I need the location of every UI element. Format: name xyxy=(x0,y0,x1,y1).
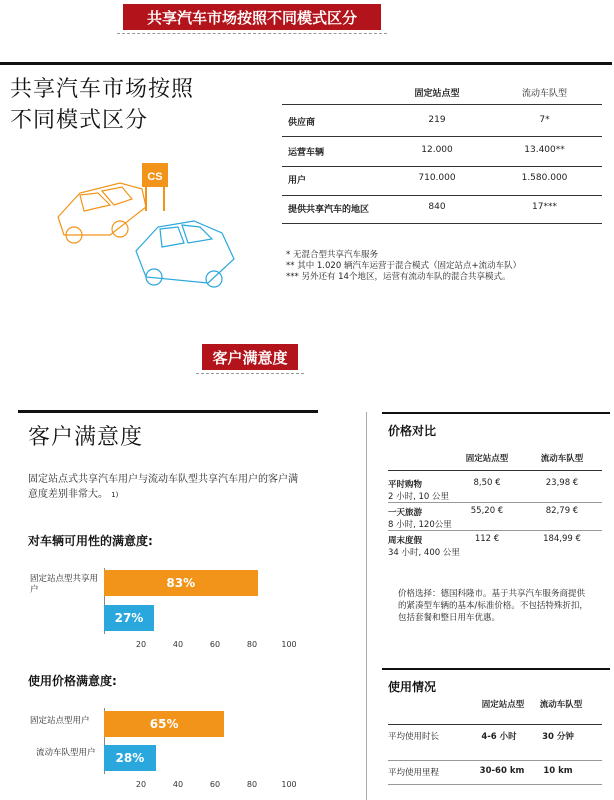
section2-banner-text: 客户满意度 xyxy=(212,348,288,367)
usage-fixed: 4-6 小时 xyxy=(481,732,517,742)
prices-row xyxy=(388,506,602,530)
price-floating: 23,98 € xyxy=(545,478,579,488)
row-value-floating: 1.580.000 xyxy=(521,173,568,183)
market-table-row xyxy=(282,138,602,164)
price-row-detail: 2 小时, 10 公里 xyxy=(388,492,450,502)
section2-intro xyxy=(28,472,300,503)
row-value-fixed: 710.000 xyxy=(418,173,456,183)
usage-row xyxy=(388,766,602,782)
price-fixed: 8,50 € xyxy=(473,478,501,488)
section1-banner xyxy=(123,4,381,30)
price-row-name: 平时购物 xyxy=(388,480,423,490)
price-row-name: 周末度假 xyxy=(388,536,423,546)
section2-title: 客户满意度 xyxy=(28,425,144,450)
section1-title-line1: 共享汽车市场按照 xyxy=(10,77,195,102)
usage-row-label: 平均使用里程 xyxy=(388,768,440,778)
usage-row-divider xyxy=(388,784,602,785)
usage-row-label: 平均使用时长 xyxy=(388,732,440,742)
chart2-bar-floating xyxy=(104,745,156,771)
row-divider xyxy=(282,136,602,137)
section2-left-rule xyxy=(18,410,318,413)
price-row-detail: 34 小时, 400 公里 xyxy=(388,548,460,558)
chart2-tick: 60 xyxy=(209,780,221,789)
prices-row xyxy=(388,534,602,558)
chart2-tick: 100 xyxy=(281,780,297,789)
note-1: * 无混合型共享汽车服务 xyxy=(286,250,378,260)
price-fixed: 112 € xyxy=(474,534,500,544)
blue-car-icon xyxy=(136,221,234,287)
section1-title-line2: 不同模式区分 xyxy=(10,108,149,133)
chart1-tick: 60 xyxy=(209,640,221,649)
prices-col1-header: 固定站点型 xyxy=(465,454,509,464)
market-table-row xyxy=(282,108,602,134)
price-floating: 184,99 € xyxy=(543,534,581,544)
section1-top-rule xyxy=(0,62,612,65)
chart1-tick: 20 xyxy=(135,640,147,649)
chart2-title: 使用价格满意度: xyxy=(28,674,117,688)
row-divider xyxy=(282,223,602,224)
usage-floating: 30 分钟 xyxy=(542,732,574,742)
row-value-floating: 13.400** xyxy=(524,145,565,155)
usage-fixed: 30-60 km xyxy=(479,766,525,776)
row-label: 供应商 xyxy=(288,118,316,128)
section1-banner-text: 共享汽车市场按照不同模式区分 xyxy=(146,8,357,27)
note-3: *** 另外还有 14个地区，运营有流动车队的混合共享模式。 xyxy=(286,272,511,282)
usage-col1-header: 固定站点型 xyxy=(481,700,525,710)
chart1-bar-fixed xyxy=(104,570,258,596)
chart2-bar-fixed xyxy=(104,711,224,737)
cs-sign-text: CS xyxy=(147,171,163,183)
row-label: 运营车辆 xyxy=(288,148,325,158)
section2-banner xyxy=(202,344,298,370)
chart2-bar-floating-label: 28% xyxy=(115,751,145,765)
row-label: 用户 xyxy=(288,176,307,186)
chart1-bar-floating xyxy=(104,605,154,631)
price-floating: 82,79 € xyxy=(545,506,579,516)
market-table-col1-header: 固定站点型 xyxy=(414,89,460,99)
chart2-tick: 40 xyxy=(172,780,184,789)
usage-row xyxy=(388,730,602,758)
row-value-fixed: 840 xyxy=(428,202,446,212)
prices-col2-header: 流动车队型 xyxy=(540,454,584,464)
usage-top-rule xyxy=(382,668,610,670)
orange-car-icon xyxy=(58,183,146,243)
prices-note: 价格选择：德国科隆市。基于共享汽车服务商提供的紧凑型车辆的基本/标准价格。不包括特殊折扣，包括套餐和整日用车优惠。 xyxy=(398,589,588,623)
prices-row-divider xyxy=(388,502,602,503)
usage-col2-header: 流动车队型 xyxy=(539,700,583,710)
chart2-bar-fixed-label: 65% xyxy=(149,717,179,731)
row-value-floating: 17*** xyxy=(532,202,557,212)
price-fixed: 55,20 € xyxy=(470,506,504,516)
note-2: ** 其中 1.020 辆汽车运营于混合模式（固定站点+流动车队） xyxy=(286,261,522,271)
chart2-category-label: 固定站点型用户 xyxy=(30,716,90,726)
market-table-col2-header: 流动车队型 xyxy=(521,89,567,99)
usage-floating: 10 km xyxy=(543,766,573,776)
usage-row-divider xyxy=(388,760,602,761)
chart1-bar-floating-label: 27% xyxy=(114,611,144,625)
row-value-fixed: 219 xyxy=(428,115,446,125)
chart2-tick: 20 xyxy=(135,780,147,789)
chart1-tick: 100 xyxy=(281,640,297,649)
prices-top-rule xyxy=(382,412,610,414)
chart1-tick: 40 xyxy=(172,640,184,649)
chart1-tick: 80 xyxy=(246,640,258,649)
market-table-row xyxy=(282,195,602,221)
row-label: 提供共享汽车的地区 xyxy=(288,205,370,215)
market-table-row xyxy=(282,166,602,192)
price-row-detail: 8 小时, 120公里 xyxy=(388,520,452,530)
prices-header-rule xyxy=(388,470,602,471)
chart1-category-label: 固定站点型共享用户 xyxy=(30,574,99,595)
chart2-category-label: 流动车队型用户 xyxy=(36,748,96,758)
intro-text: 固定站点式共享汽车用户与流动车队型共享汽车用户的客户满意度差别非常大。 xyxy=(28,474,298,500)
chart2-tick: 80 xyxy=(246,780,258,789)
market-table-notes xyxy=(286,250,606,283)
row-value-fixed: 12.000 xyxy=(421,145,453,155)
column-divider xyxy=(366,412,367,800)
price-row-name: 一天旅游 xyxy=(388,508,423,518)
prices-row-divider xyxy=(388,530,602,531)
section1-title xyxy=(10,74,194,136)
usage-header-rule xyxy=(388,724,602,725)
chart1-title: 对车辆可用性的满意度: xyxy=(28,534,153,548)
prices-row xyxy=(388,478,602,502)
usage-title: 使用情况 xyxy=(388,680,437,694)
intro-footnote-mark: 1) xyxy=(111,491,119,499)
prices-title: 价格对比 xyxy=(388,424,437,438)
car-sharing-illustration xyxy=(50,155,260,295)
chart1-bar-fixed-label: 83% xyxy=(166,576,196,590)
row-value-floating: 7* xyxy=(539,115,550,125)
market-table-header-rule xyxy=(282,104,602,105)
